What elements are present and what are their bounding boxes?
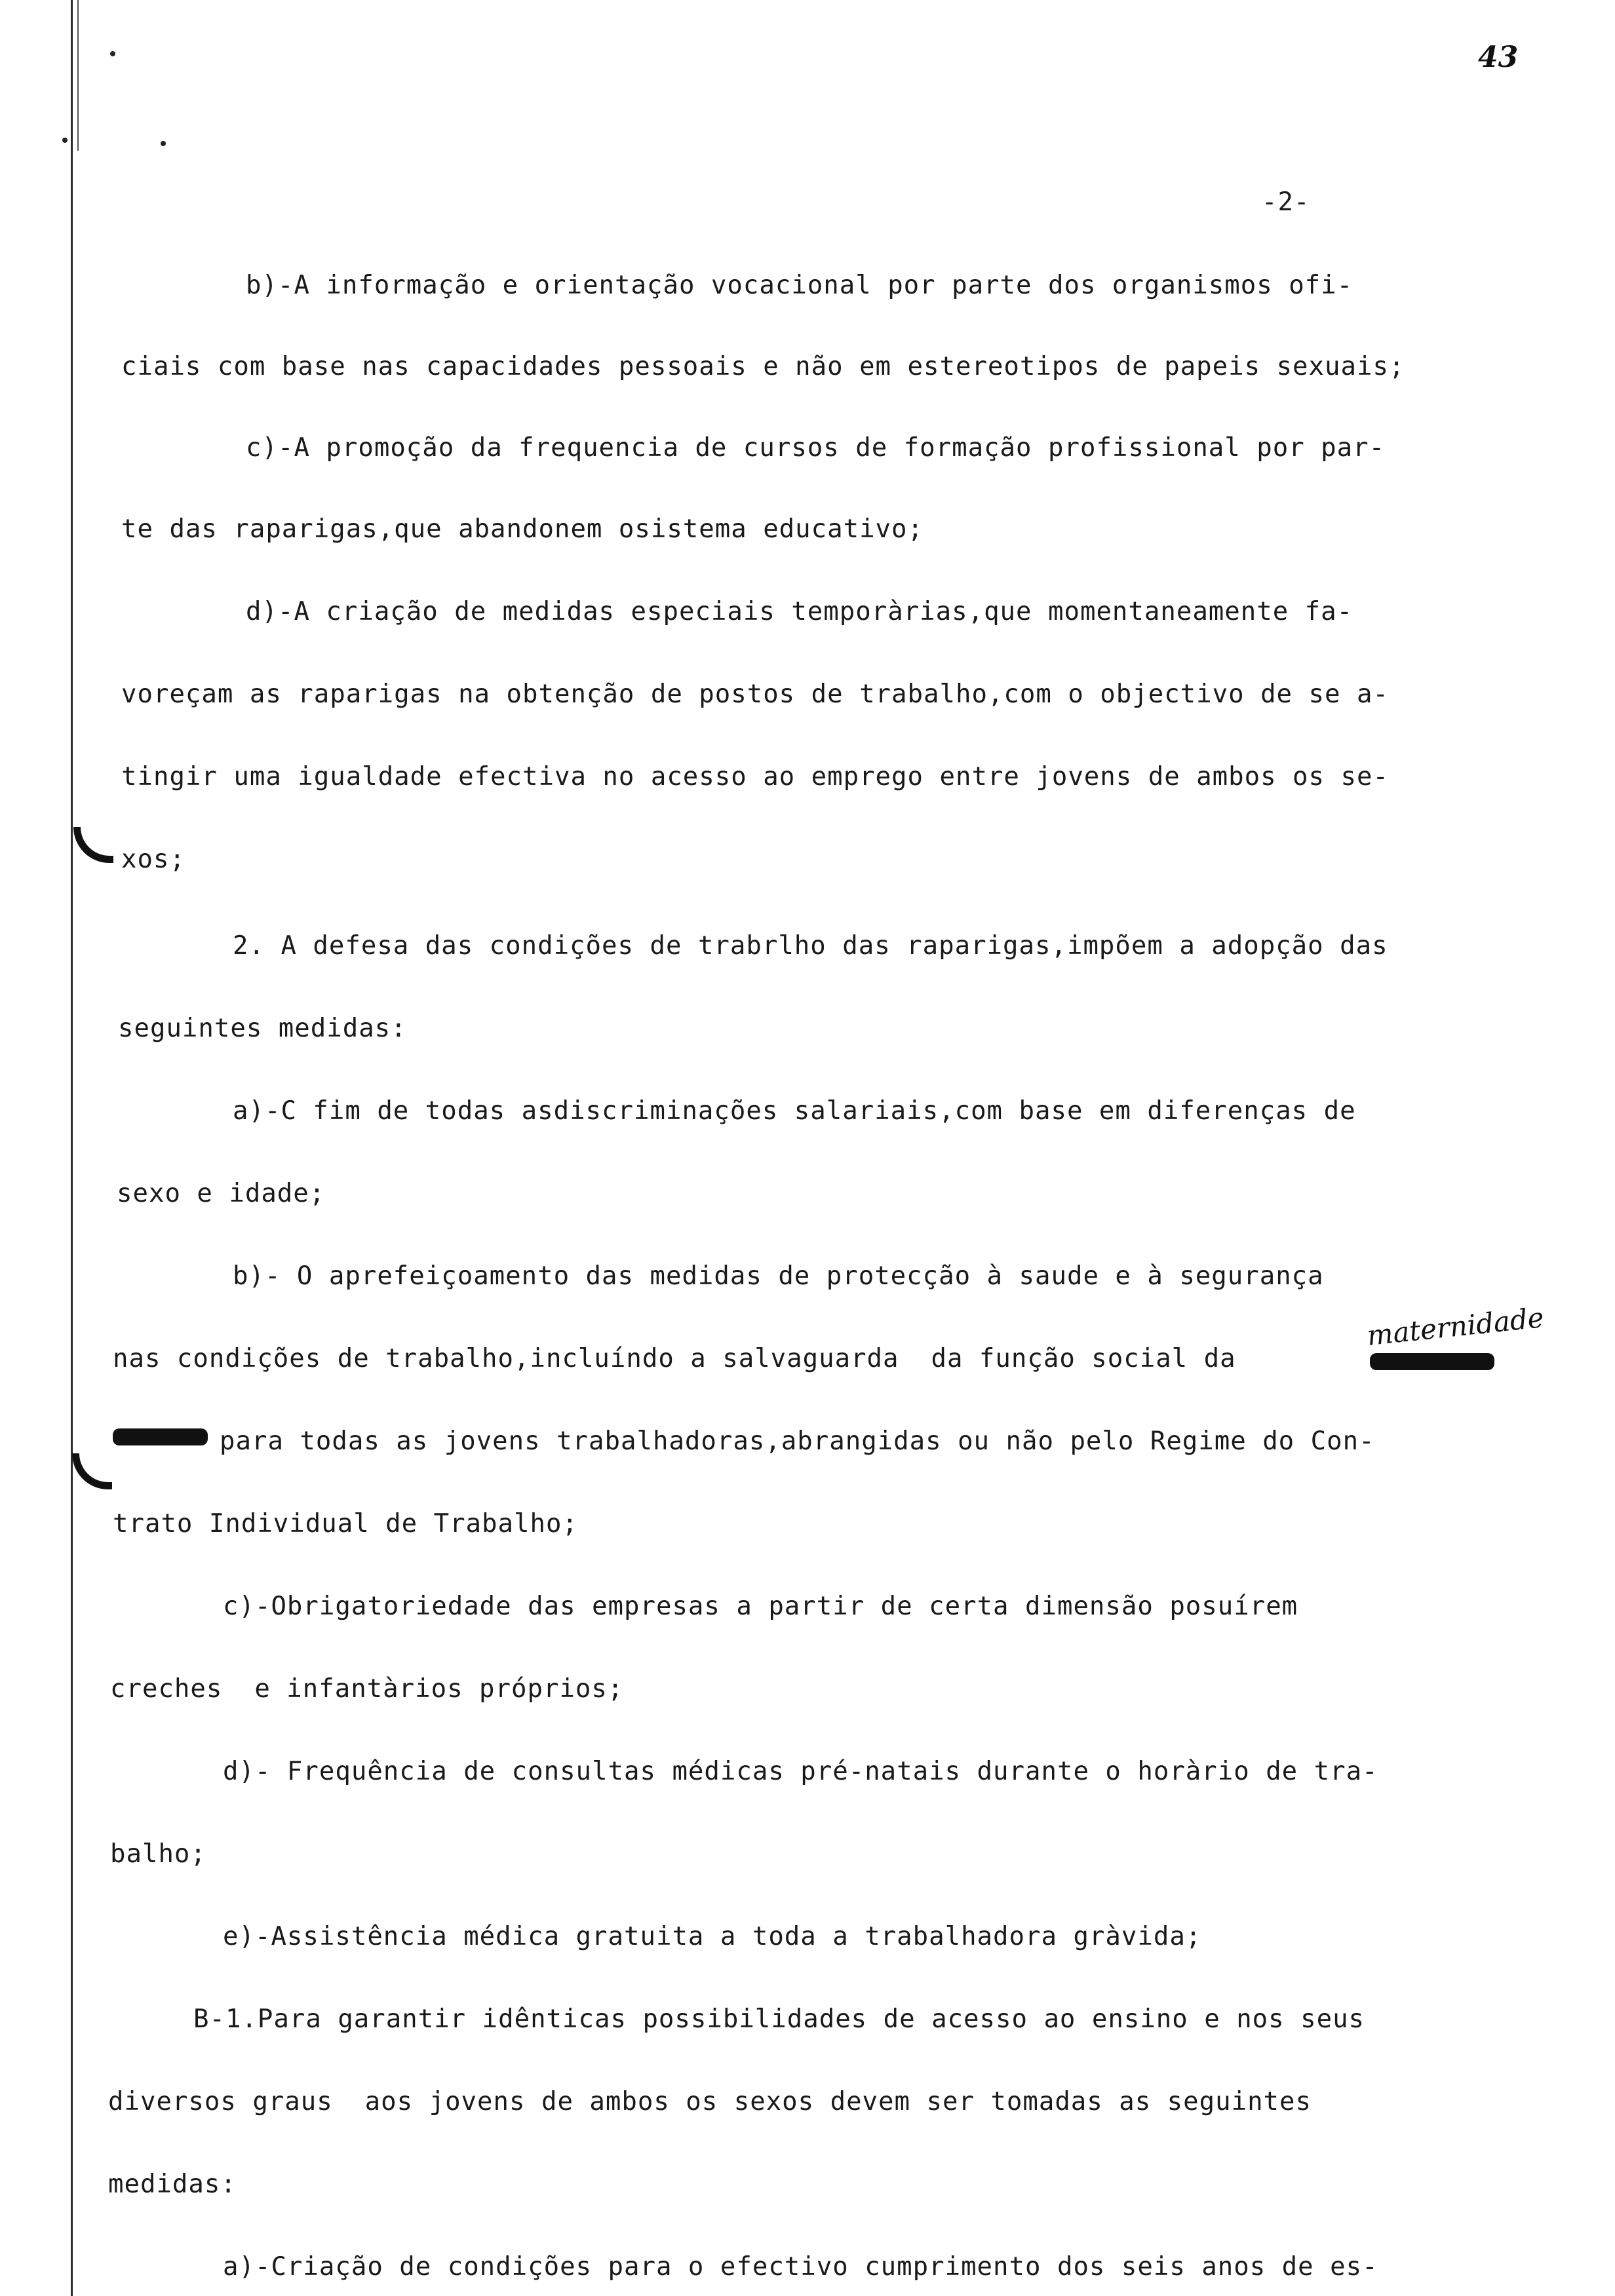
text-line: 2. A defesa das condições de trabrlho das raparigas,impõem a adopção das [233,931,1388,961]
left-margin-rule-secondary [77,0,79,151]
text-line: creches e infantàrios próprios; [110,1674,624,1704]
handwritten-insert: maternidade [1365,1301,1546,1352]
text-line: diversos graus aos jovens de ambos os sexos devem ser tomadas as seguintes [108,2087,1312,2116]
text-line: xos; [121,845,185,874]
text-line: sexo e idade; [117,1179,326,1208]
speck [110,51,115,56]
text-line: tingir uma igualdade efectiva no acesso ao emprego entre jovens de ambos os se- [121,762,1389,792]
handwritten-margin-mark [72,1453,112,1489]
text-line: b)-A informação e orientação vocacional por parte dos organismos ofi- [246,271,1353,300]
text-line: trato Individual de Trabalho; [113,1509,578,1539]
text-line: para todas as jovens trabalhadoras,abrangidas ou não pelo Regime do Con- [220,1426,1375,1456]
struck-out-word [1370,1353,1494,1370]
text-line: B-1.Para garantir idênticas possibilidades de acesso ao ensino e nos seus [193,2004,1365,2034]
text-line: balho; [110,1839,206,1869]
text-line: d)- Frequência de consultas médicas pré-natais durante o horàrio de tra- [223,1757,1378,1786]
text-line: a)-Criação de condições para o efectivo cumprimento dos seis anos de es- [223,2252,1378,2282]
text-line: c)-A promoção da frequencia de cursos de formação profissional por par- [246,433,1386,463]
struck-out-word [113,1428,208,1445]
text-line: b)- O aprefeiçoamento das medidas de protecção à saude e à segurança [233,1261,1324,1291]
text-line: e)-Assistência médica gratuita a toda a trabalhadora gràvida; [223,1922,1202,1951]
handwritten-margin-mark [73,827,113,863]
page-marker: -2- [1262,187,1310,217]
handwritten-page-number: 43 [1478,41,1519,74]
text-line: te das raparigas,que abandonem osistema educativo; [121,514,924,544]
text-line: a)-C fim de todas asdiscriminações salariais,com base em diferenças de [233,1096,1356,1126]
text-line: c)-Obrigatoriedade das empresas a partir de certa dimensão posuírem [223,1592,1298,1621]
text-line: d)-A criação de medidas especiais temporàrias,que momentaneamente fa- [246,597,1353,626]
text-line: seguintes medidas: [118,1014,407,1043]
text-line: nas condições de trabalho,incluíndo a salvaguarda da função social da [113,1344,1236,1373]
speck [62,138,68,143]
text-line: medidas: [108,2170,237,2199]
speck [161,141,166,146]
text-line: voreçam as raparigas na obtenção de postos de trabalho,com o objectivo de se a- [121,679,1389,709]
text-line: ciais com base nas capacidades pessoais e não em estereotipos de papeis sexuais; [121,352,1405,381]
left-margin-rule [71,0,73,2296]
